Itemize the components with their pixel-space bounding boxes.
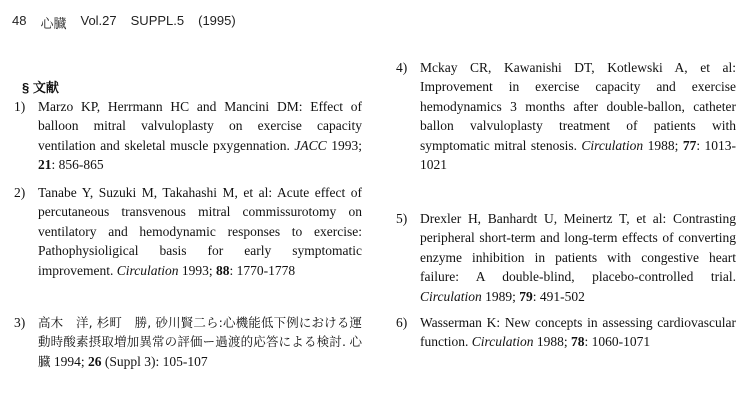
reference-year: 1993 [331,137,359,153]
reference-authors: Marzo KP, Herrmann HC and Mancini DM: [38,99,303,114]
reference-journal: Circulation [581,137,644,153]
reference-year: 1988 [536,334,564,350]
reference-year: 1988 [647,137,675,153]
reference-title: New concepts in assessing cardiovascular function. [420,315,737,350]
running-header [12,13,236,32]
reference-text: Drexler H, Banhardt U, Meinertz T, et al: Contrasting peripheral short-term and long-term effects of converting enzyme inhibition in patients with congestive heart failure: A double-blind, placebo-controlled trial. Circulation 1989; 79: 491-502 [420,211,737,304]
reference-text: 高木 洋, 杉町 勝, 砂川賢二ら:心機能低下例における運動時酸素摂取増加異常の評価ー過渡的応答による検討. 心臓 1994; 26 (Suppl 3): 105-107 [38,315,362,369]
journal-supplement: SUPPL.5 [130,13,185,28]
reference-volume: 88 [216,262,230,278]
reference-pages: 105-107 [162,353,208,369]
reference-journal: 心臓 [38,334,362,369]
reference-pages: 491-502 [539,288,585,304]
reference-authors: Tanabe Y, Suzuki M, Takahashi M, et al: [38,185,273,200]
reference-authors: 高木 洋, 杉町 勝, 砂川賢二ら: [38,315,223,330]
reference-pages: 1770-1778 [236,262,296,278]
reference-journal: Circulation [471,334,534,350]
reference-pages: 1060-1071 [591,334,651,350]
reference-year: 1993 [181,262,209,278]
reference-title: Acute effect of percutaneous transvenous mitral commissurotomy on ventilatory and hemodynamic responses to exercise: Pathophysioligical basis for early symptomatic improvement. [38,185,362,278]
reference-journal: Circulation [116,262,179,278]
reference-pages: 1013-1021 [420,137,736,173]
reference-volume: 79 [519,288,533,304]
reference-year: 1994 [53,353,81,369]
reference-authors: Drexler H, Banhardt U, Meinertz T, et al: [420,211,667,226]
references-heading: § 文献 [22,80,59,95]
reference-title: Effect of balloon mitral valvuloplasty on exercise capacity ventilation and skeletal muscle pxygennation. [38,99,362,153]
reference-authors: Mckay CR, Kawanishi DT, Kotlewski A, et al: [420,60,736,75]
journal-volume: Vol.27 [80,13,117,28]
reference-item [396,313,736,352]
reference-number: 3) [14,315,26,330]
reference-year: 1989 [485,288,513,304]
reference-journal: Circulation [420,288,482,304]
reference-pages: 856-865 [58,157,104,173]
reference-authors: Wasserman K: [420,315,501,330]
reference-title: Improvement in exercise capacity and exercise hemodynamics 3 months after double-ballon, catheter ballon valvuloplasty treatment of patients with symptomatic mitral stenosis. [420,79,736,153]
reference-item [14,313,362,371]
reference-number: 2) [14,185,26,200]
reference-text: Tanabe Y, Suzuki M, Takahashi M, et al: Acute effect of percutaneous transvenous mitral commissurotomy on ventilatory and hemodynamic responses to exercise: Pathophysioligical basis for early symptomatic improvement. Circulation 1993; 88: 1770-1778 [38,185,362,278]
reference-volume: 77 [682,137,697,153]
reference-volume: 21 [38,157,52,173]
reference-item [396,209,736,306]
reference-volume: 78 [571,334,585,350]
reference-item [14,183,362,280]
reference-title: 心機能低下例における運動時酸素摂取増加異常の評価ー過渡的応答による検討. [38,315,362,350]
reference-journal: JACC [294,137,327,153]
reference-number: 4) [396,60,408,75]
reference-supplement: (Suppl 3) [104,353,156,369]
reference-number: 6) [396,315,408,330]
reference-text: Marzo KP, Herrmann HC and Mancini DM: Effect of balloon mitral valvuloplasty on exercise capacity ventilation and skeletal muscle pxygennation. JACC 1993; 21: 856-865 [38,99,363,173]
reference-item [14,97,362,175]
reference-title: Contrasting peripheral short-term and long-term effects of converting enzyme inhibition in patients with congestive heart failure: A double-blind, placebo-controlled trial. [420,211,737,285]
page-number: 48 [12,13,27,28]
journal-name: 心臓 [40,16,67,31]
journal-year: (1995) [198,13,236,28]
reference-number: 5) [396,211,408,226]
reference-text: Mckay CR, Kawanishi DT, Kotlewski A, et al: Improvement in exercise capacity and exercise hemodynamics 3 months after double-ballon, catheter ballon valvuloplasty treatment of patients with symptomatic mitral stenosis. Circulation 1988; 77: 1013-1021 [420,60,736,173]
reference-number: 1) [14,99,26,114]
reference-volume: 26 [88,353,102,369]
reference-item [396,58,736,174]
reference-text: Wasserman K: New concepts in assessing cardiovascular function. Circulation 1988; 78: 1060-1071 [420,315,737,350]
